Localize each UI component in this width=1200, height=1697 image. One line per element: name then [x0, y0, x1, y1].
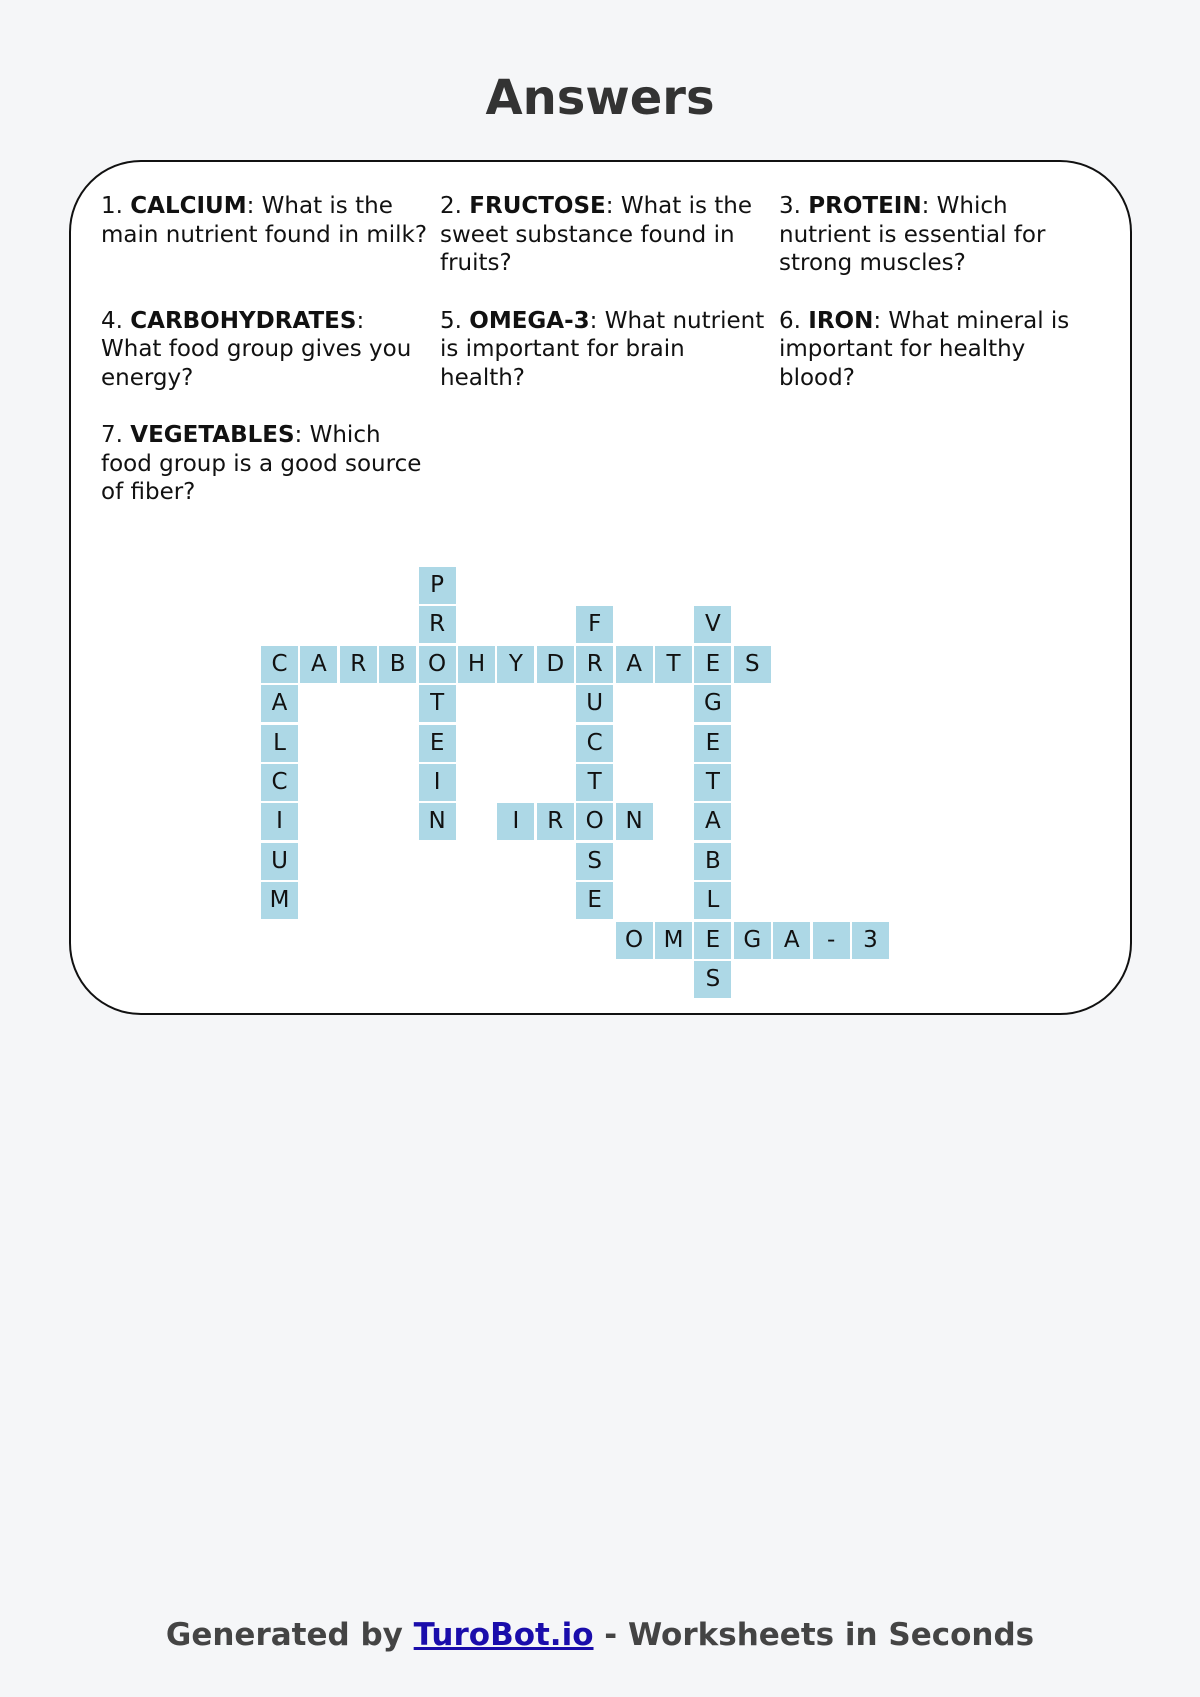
clue-answer: PROTEIN [808, 193, 922, 219]
crossword-cell: A [616, 646, 653, 683]
clue-number: 6. [779, 307, 801, 334]
crossword-cell: D [537, 646, 574, 683]
crossword-cell: C [261, 646, 298, 683]
crossword-cell: - [813, 922, 850, 959]
clue-answer: CARBOHYDRATES [130, 307, 357, 334]
crossword-cell: E [419, 725, 456, 762]
clue-question: : What is the sweet substance found in fruits? [440, 193, 752, 276]
crossword-cell: A [300, 646, 337, 683]
clue-question: : What mineral is important for healthy blood? [779, 307, 1070, 391]
crossword-cell: B [379, 646, 416, 683]
crossword-cell: L [694, 882, 731, 919]
crossword-cell: A [694, 803, 731, 840]
crossword-cell: I [261, 803, 298, 840]
clue-answer: FRUCTOSE [469, 193, 606, 219]
crossword-cell: T [655, 646, 692, 683]
clue-number: 3. [779, 193, 801, 219]
crossword-cell: G [694, 685, 731, 722]
crossword-cell: S [694, 961, 731, 998]
crossword-cell: N [419, 803, 456, 840]
crossword-cell: U [261, 843, 298, 880]
page-title: Answers [485, 70, 715, 126]
crossword-cell: O [616, 922, 653, 959]
footer-suffix: - Worksheets in Seconds [593, 1617, 1035, 1653]
crossword-cell: G [734, 922, 771, 959]
crossword-cell: E [576, 882, 613, 919]
crossword-cell: L [261, 725, 298, 762]
clue-answer: IRON [808, 307, 874, 334]
crossword-cell: S [576, 843, 613, 880]
clue-number: 1. [101, 193, 123, 219]
crossword-cell: U [576, 685, 613, 722]
clue-number: 7. [101, 422, 123, 448]
clue-question: : What nutrient is important for brain health? [440, 307, 765, 391]
footer-prefix: Generated by [165, 1617, 414, 1653]
crossword-cell: I [419, 764, 456, 801]
crossword-cell: M [261, 882, 298, 919]
crossword-cell: M [655, 922, 692, 959]
crossword-cell: A [773, 922, 810, 959]
clue-question: : What food group gives you energy? [101, 307, 412, 391]
crossword-cell: I [497, 803, 534, 840]
crossword-cell: O [576, 803, 613, 840]
clue-number: 2. [440, 193, 462, 219]
clue-question: : Which nutrient is essential for strong muscles? [779, 193, 1046, 276]
crossword-cell: R [576, 646, 613, 683]
crossword-grid [71, 162, 1134, 1017]
crossword-cell: R [537, 803, 574, 840]
crossword-cell: R [340, 646, 377, 683]
clue-question: : Which food group is a good source of fiber? [101, 422, 422, 505]
crossword-cell: T [694, 764, 731, 801]
crossword-cell: R [419, 606, 456, 643]
crossword-cell: C [576, 725, 613, 762]
clue-number: 5. [440, 307, 462, 334]
crossword-cell: E [694, 646, 731, 683]
crossword-cell: F [576, 606, 613, 643]
crossword-cell: E [694, 725, 731, 762]
crossword-cell: N [616, 803, 653, 840]
crossword-cell: V [694, 606, 731, 643]
clue-answer: CALCIUM [130, 193, 247, 219]
crossword-cell: P [419, 567, 456, 604]
crossword-cell: B [694, 843, 731, 880]
footer [0, 1617, 1200, 1653]
clue-answer: OMEGA-3 [469, 307, 590, 334]
crossword-cell: C [261, 764, 298, 801]
clue-number: 4. [101, 307, 123, 334]
crossword-cell: O [419, 646, 456, 683]
crossword-cell: T [419, 685, 456, 722]
crossword-cell: T [576, 764, 613, 801]
answers-card [69, 160, 1132, 1015]
crossword-cell: Y [497, 646, 534, 683]
clue-answer: VEGETABLES [130, 422, 295, 448]
clue-question: : What is the main nutrient found in milk? [101, 193, 428, 248]
crossword-cell: H [458, 646, 495, 683]
crossword-cell: S [734, 646, 771, 683]
crossword-cell: 3 [852, 922, 889, 959]
crossword-cell: E [694, 922, 731, 959]
turobot-link[interactable]: TuroBot.io [413, 1617, 594, 1653]
crossword-cell: A [261, 685, 298, 722]
